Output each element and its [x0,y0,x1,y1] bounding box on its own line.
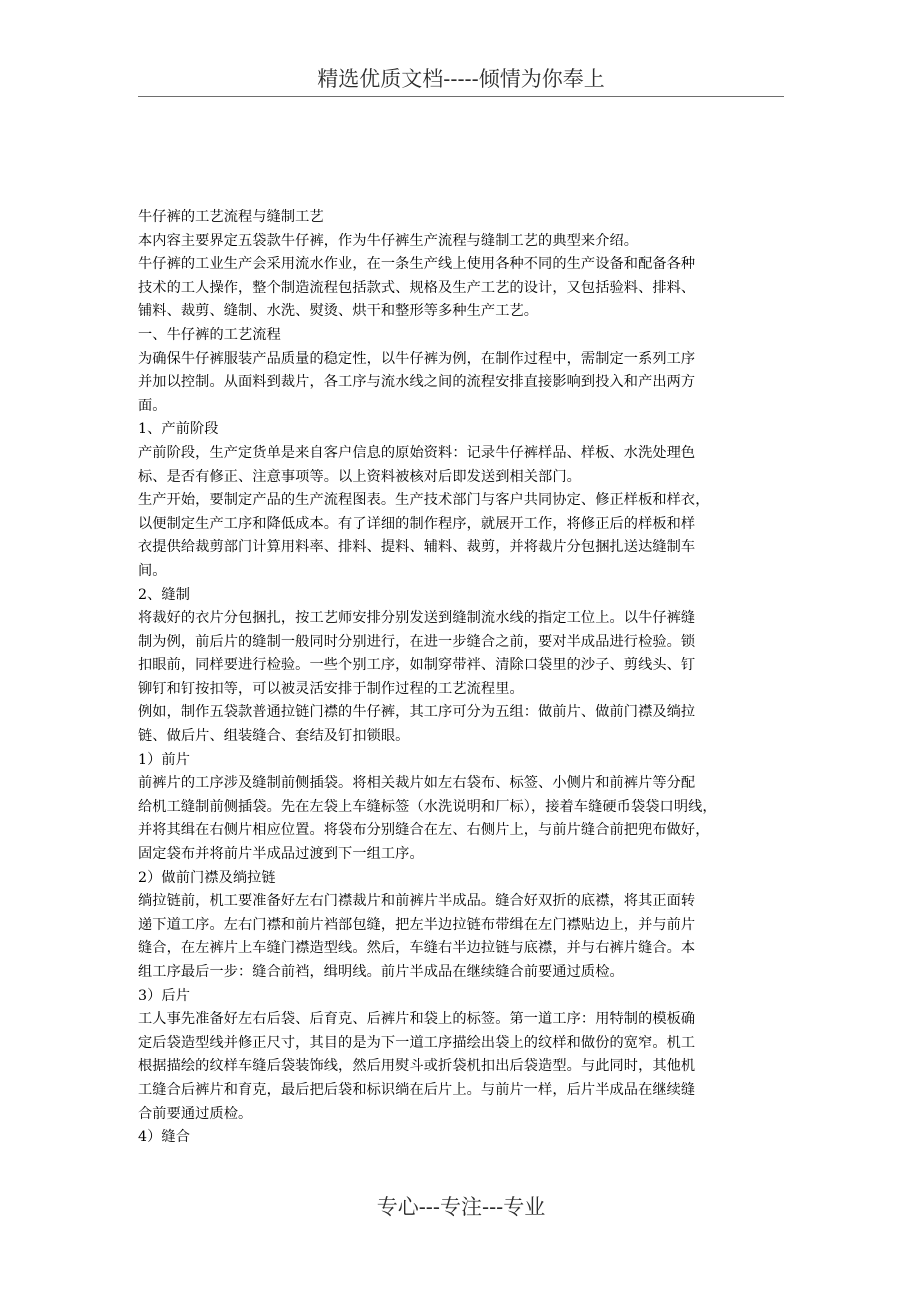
text-line: 将裁好的衣片分包捆扎，按工艺师安排分别发送到缝制流水线的指定工位上。以牛仔裤缝 [138,610,696,627]
text-line: 并将其缉在右侧片相应位置。将袋布分别缝合在左、右侧片上，与前片缝合前把兜布做好， [138,822,710,839]
subsection-heading: 4）缝合 [138,1129,190,1146]
text-line: 前裤片的工序涉及缝制前侧插袋。将相关裁片如左右袋布、标签、小侧片和前裤片等分配 [138,775,696,792]
text-line: 面。 [138,397,167,414]
text-line: 扣眼前，同样要进行检验。一些个别工序，如制穿带袢、清除口袋里的沙子、剪线头、钉 [138,657,696,674]
text-line: 缝合，在左裤片上车缝门襟造型线。然后，车缝右半边拉链与底襟，并与右裤片缝合。本 [138,940,696,957]
text-line: 工人事先准备好左右后袋、后育克、后裤片和袋上的标签。第一道工序：用特制的模板确 [138,1011,696,1028]
text-line: 技术的工人操作，整个制造流程包括款式、规格及生产工艺的设计，又包括验料、排料、 [138,279,696,296]
text-line: 衣提供给裁剪部门计算用料率、排料、提料、辅料、裁剪，并将裁片分包捆扎送达缝制车 [138,539,696,556]
text-line: 例如，制作五袋款普通拉链门襟的牛仔裤，其工序可分为五组：做前片、做前门襟及绱拉 [138,704,696,721]
text-line: 并加以控制。从面料到裁片，各工序与流水线之间的流程安排直接影响到投入和产出两方 [138,374,696,391]
text-line: 铆钉和钉按扣等，可以被灵活安排于制作过程的工艺流程里。 [138,680,524,697]
subsection-heading: 3）后片 [138,987,190,1004]
text-line: 组工序最后一步：缝合前裆，缉明线。前片半成品在继续缝合前要通过质检。 [138,964,624,980]
text-line: 链、做后片、组装缝合、套结及钉扣锁眼。 [138,728,410,745]
text-line: 牛仔裤的工业生产会采用流水作业，在一条生产线上使用各种不同的生产设备和配备各种 [138,256,696,273]
document-title: 牛仔裤的工艺流程与缝制工艺 [138,209,324,225]
text-line: 铺料、裁剪、缝制、水洗、熨烫、烘干和整形等多种生产工艺。 [138,303,539,320]
subsection-heading: 1、产前阶段 [138,421,219,438]
subsection-heading: 2、缝制 [138,586,190,603]
text-line: 间。 [138,562,167,579]
section-heading: 一、牛仔裤的工艺流程 [138,326,281,343]
text-line: 定后袋造型线并修正尺寸，其目的是为下一道工序描绘出袋上的纹样和做份的宽窄。机工 [138,1034,696,1051]
text-line: 本内容主要界定五袋款牛仔裤，作为牛仔裤生产流程与缝制工艺的典型来介绍。 [138,232,639,249]
text-line: 递下道工序。左右门襟和前片裆部包缝，把左半边拉链布带缉在左门襟贴边上，并与前片 [138,916,696,933]
document-body [138,206,794,1150]
text-line: 根据描绘的纹样车缝后袋装饰线，然后用熨斗或折袋机扣出后袋造型。与此同时，其他机 [138,1058,696,1075]
text-line: 工缝合后裤片和育克，最后把后袋和标识绱在后片上。与前片一样，后片半成品在继续缝 [138,1081,696,1098]
text-line: 产前阶段，生产定货单是来自客户信息的原始资料：记录牛仔裤样品、样板、水洗处理色 [138,444,696,461]
text-line: 标、是否有修正、注意事项等。以上资料被核对后即发送到相关部门。 [138,468,581,485]
text-line: 为确保牛仔裤服装产品质量的稳定性，以牛仔裤为例，在制作过程中，需制定一系列工序 [138,350,696,367]
page-footer: 专心---专注---专业 [376,1195,546,1219]
page-header: 精选优质文档-----倾情为你奉上 [317,67,605,91]
text-line: 合前要通过质检。 [138,1105,253,1122]
text-line: 生产开始，要制定产品的生产流程图表。生产技术部门与客户共同协定、修正样板和样衣， [138,492,710,509]
header-rule [138,96,784,97]
text-line: 绱拉链前，机工要准备好左右门襟裁片和前裤片半成品。缝合好双折的底襟，将其正面转 [138,893,696,910]
text-line: 给机工缝制前侧插袋。先在左袋上车缝标签（水洗说明和厂标），接着车缝硬币袋袋口明线， [138,798,717,815]
text-line: 制为例，前后片的缝制一般同时分别进行，在进一步缝合之前，要对半成品进行检验。锁 [138,633,696,650]
subsection-heading: 1）前片 [138,751,190,768]
text-line: 固定袋布并将前片半成品过渡到下一组工序。 [138,846,424,863]
subsection-heading: 2）做前门襟及绱拉链 [138,869,276,886]
text-line: 以便制定生产工序和降低成本。有了详细的制作程序，就展开工作，将修正后的样板和样 [138,515,696,532]
